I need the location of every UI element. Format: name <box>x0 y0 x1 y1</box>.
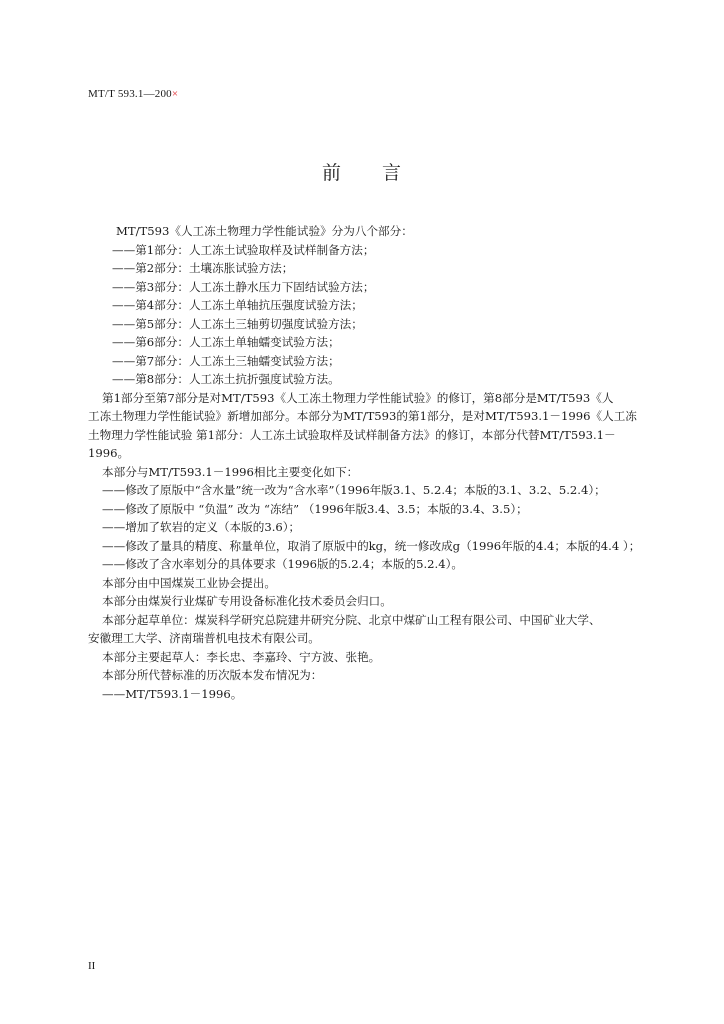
list-item: ——第5部分：人工冻土三轴剪切强度试验方法； <box>112 316 363 331</box>
list-item: ——第3部分：人工冻土静水压力下固结试验方法； <box>112 279 375 294</box>
change-item: ——修改了原版中 “负温” 改为 “冻结” （1996年版3.4、3.5；本版的3.4、3.5）； <box>102 501 528 516</box>
revision-paragraph-line: 1996。 <box>88 446 130 460</box>
drafting-units-line: 安徽理工大学、济南瑞普机电技术有限公司。 <box>88 631 320 645</box>
history-item: ——MT/T593.1－1996。 <box>102 686 243 701</box>
list-item: ——第7部分：人工冻土三轴蠕变试验方法； <box>112 353 340 368</box>
revision-paragraph-line: 工冻土物理力学性能试验》新增加部分。本部分为MT/T593的第1部分，是对MT/T593.1－1996《人工冻 <box>88 409 637 423</box>
proposed-by: 本部分由中国煤炭工业协会提出。 <box>102 575 276 590</box>
changes-intro: 本部分与MT/T593.1－1996相比主要变化如下： <box>102 464 359 479</box>
intro-line: MT/T593《人工冻土物理力学性能试验》分为八个部分： <box>116 224 413 238</box>
page-number: II <box>88 960 96 972</box>
drafters: 本部分主要起草人：李长忠、李嘉玲、宁方波、张艳。 <box>102 649 381 664</box>
list-item: ——第1部分：人工冻土试验取样及试样制备方法； <box>112 242 375 257</box>
revision-paragraph-line: 第1部分至第7部分是对MT/T593《人工冻土物理力学性能试验》的修订，第8部分是MT/T593《人 <box>102 390 614 405</box>
page-title <box>0 158 724 185</box>
list-item: ——第2部分：土壤冻胀试验方法； <box>112 261 294 275</box>
year-placeholder-mark: × <box>171 88 179 100</box>
list-item: ——第8部分：人工冻土抗折强度试验方法。 <box>112 372 340 386</box>
title-char-1: 前 <box>321 162 342 184</box>
revision-paragraph-line: 土物理力学性能试验 第1部分：人工冻土试验取样及试样制备方法》的修订，本部分代替MT/T593.1－ <box>88 427 616 442</box>
change-item: ——修改了量具的精度、称量单位，取消了原版中的kg，统一修改成g（1996年版的4.4；本版的4.4 ）； <box>102 538 641 553</box>
list-item: ——第6部分：人工冻土单轴蠕变试验方法； <box>112 335 340 349</box>
list-item: ——第4部分：人工冻土单轴抗压强度试验方法； <box>112 298 363 312</box>
change-item: ——修改了含水率划分的具体要求（1996版的5.2.4；本版的5.2.4）。 <box>102 557 463 571</box>
change-item: ——增加了软岩的定义（本版的3.6）； <box>102 520 301 534</box>
change-item: ——修改了原版中“含水量”统一改为“含水率”（1996年版3.1、5.2.4；本版的3.1、3.2、5.2.4）； <box>102 483 606 497</box>
document-code: MT/T 593.1—200 <box>88 88 172 100</box>
title-char-2: 言 <box>382 162 403 184</box>
foreword-body <box>88 222 660 703</box>
document-code-header <box>88 88 178 100</box>
drafting-units-line: 本部分起草单位：煤炭科学研究总院建井研究分院、北京中煤矿山工程有限公司、中国矿业大学、 <box>102 612 601 627</box>
history-intro: 本部分所代替标准的历次版本发布情况为： <box>102 668 323 682</box>
managed-by: 本部分由煤炭行业煤矿专用设备标准化技术委员会归口。 <box>102 594 392 608</box>
